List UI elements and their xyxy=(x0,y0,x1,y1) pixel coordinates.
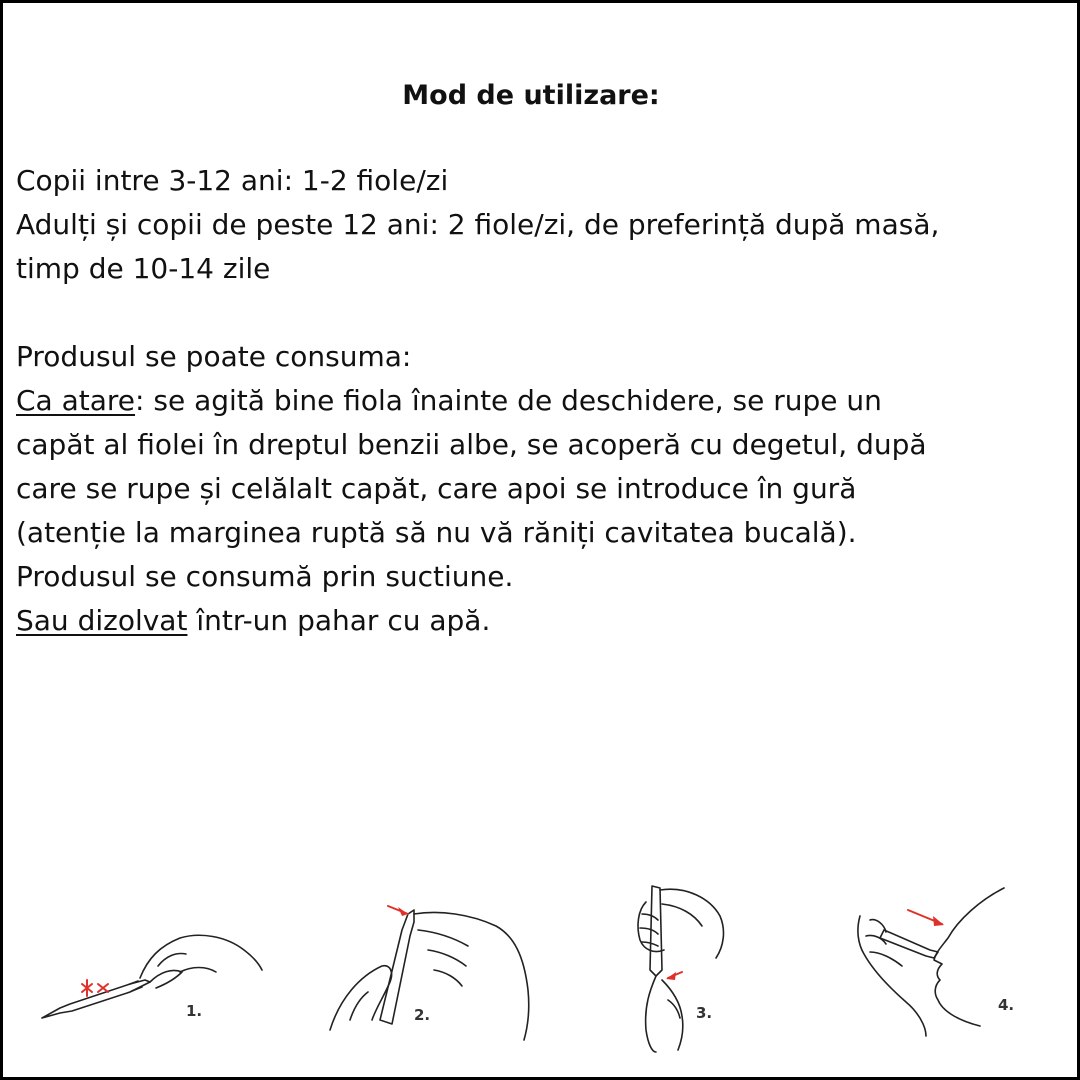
step-4-number: 4. xyxy=(998,996,1015,1014)
option-as-is-text: : se agită bine fiola înainte de deschidere, se rupe un xyxy=(135,384,882,417)
ampoule-drink-icon xyxy=(830,880,1070,1055)
ampoule-shake-icon xyxy=(30,880,270,1055)
step-1 xyxy=(30,880,270,1055)
ampoule-break-tip-icon xyxy=(310,880,550,1055)
consumption-section xyxy=(16,335,1066,643)
dosage-duration: timp de 10-14 zile xyxy=(16,252,271,285)
consumption-intro: Produsul se poate consuma: xyxy=(16,340,412,373)
option-dissolved-label: Sau dizolvat xyxy=(16,604,188,637)
option-dissolved-text: într-un pahar cu apă. xyxy=(187,604,491,637)
option-as-is-line5: Produsul se consumă prin suctiune. xyxy=(16,560,514,593)
dosage-adults: Adulți și copii de peste 12 ani: 2 fiole/zi, de preferință după masă, xyxy=(16,208,940,241)
steps-illustration xyxy=(30,880,1050,1060)
option-dissolved xyxy=(16,599,1066,643)
dosage-section xyxy=(16,159,1066,291)
option-as-is-line2: capăt al fiolei în dreptul benzii albe, se acoperă cu degetul, după xyxy=(16,428,927,461)
option-as-is xyxy=(16,379,1066,423)
step-2 xyxy=(310,880,550,1055)
step-3-number: 3. xyxy=(696,1004,713,1022)
step-2-number: 2. xyxy=(414,1006,431,1024)
step-3 xyxy=(590,880,830,1055)
step-1-number: 1. xyxy=(186,1002,203,1020)
page-title: Mod de utilizare: xyxy=(402,80,660,111)
option-as-is-label: Ca atare xyxy=(16,384,136,417)
option-as-is-line4: (atenție la marginea ruptă să nu vă răniți cavitatea bucală). xyxy=(16,516,857,549)
instructions-content xyxy=(16,80,1066,643)
dosage-children: Copii intre 3-12 ani: 1-2 fiole/zi xyxy=(16,164,449,197)
option-as-is-line3: care se rupe și celălalt capăt, care apoi se introduce în gură xyxy=(16,472,857,505)
ampoule-break-end-icon xyxy=(590,880,830,1055)
step-4 xyxy=(830,880,1070,1055)
